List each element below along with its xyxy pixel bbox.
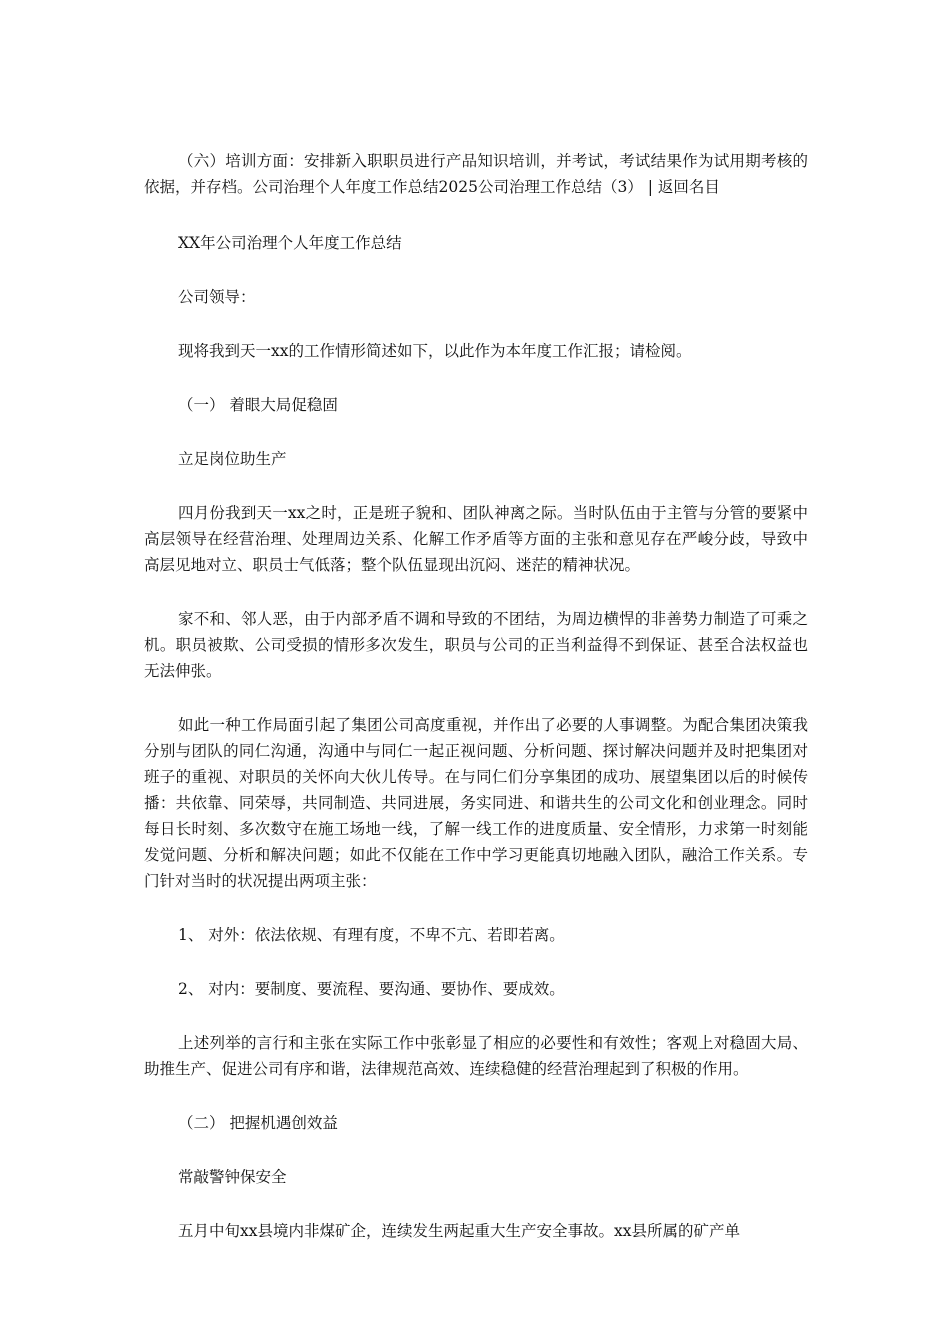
paragraph-may: 五月中旬xx县境内非煤矿企，连续发生两起重大生产安全事故。xx县所属的矿产单	[178, 1222, 740, 1240]
paragraph-training: （六）培训方面：安排新入职职员进行产品知识培训，并考试，考试结果作为试用期考核的依据，并存档。公司治理个人年度工作总结2025公司治理工作总结（3） | 返回名目	[144, 152, 808, 196]
section-heading-2: （二） 把握机遇创效益	[178, 1114, 338, 1132]
paragraph-adjustment: 如此一种工作局面引起了集团公司高度重视，并作出了必要的人事调整。为配合集团决策我分别与团队的同仁沟通，沟通中与同仁一起正视问题、分析问题、探讨解决问题并及时把集团对班子的重视、对职员的关怀向大伙儿传导。在与同仁们分享集团的成功、展望集团以后的时候传播：共依靠、同荣辱，共同制造、共同进展，务实同进、和谐共生的公司文化和创业理念。同时每日长时刻、多次数守在施工场地一线，了解一线工作的进度质量、安全情形，力求第一时刻能发觉问题、分析和解决问题；如此不仅能在工作中学习更能真切地融入团队，融洽工作关系。专门针对当时的状况提出两项主张：	[144, 716, 808, 890]
subheading-1: 立足岗位助生产	[178, 450, 287, 468]
subheading-2: 常敲警钟保安全	[178, 1168, 287, 1186]
paragraph-discord: 家不和、邻人恶，由于内部矛盾不调和导致的不团结，为周边横悍的非善势力制造了可乘之机。职员被欺、公司受损的情形多次发生，职员与公司的正当利益得不到保证、甚至合法权益也无法伸张。	[144, 610, 808, 680]
salutation: 公司领导：	[178, 288, 256, 306]
document-title: XX年公司治理个人年度工作总结	[178, 234, 402, 252]
section-heading-1: （一） 着眼大局促稳固	[178, 396, 338, 414]
document-page	[144, 148, 808, 1244]
list-item-internal: 2、 对内：要制度、要流程、要沟通、要协作、要成效。	[178, 980, 565, 998]
intro-paragraph: 现将我到天一xx的工作情形简述如下，以此作为本年度工作汇报；请检阅。	[178, 342, 692, 360]
paragraph-effect: 上述列举的言行和主张在实际工作中张彰显了相应的必要性和有效性；客观上对稳固大局、助推生产、促进公司有序和谐，法律规范高效、连续稳健的经营治理起到了积极的作用。	[144, 1034, 808, 1078]
list-item-external: 1、 对外：依法依规、有理有度，不卑不亢、若即若离。	[178, 926, 565, 944]
paragraph-april: 四月份我到天一xx之时，正是班子貌和、团队神离之际。当时队伍由于主管与分管的要紧中高层领导在经营治理、处理周边关系、化解工作矛盾等方面的主张和意见存在严峻分歧，导致中高层见地对立、职员士气低落；整个队伍显现出沉闷、迷茫的精神状况。	[144, 504, 808, 574]
